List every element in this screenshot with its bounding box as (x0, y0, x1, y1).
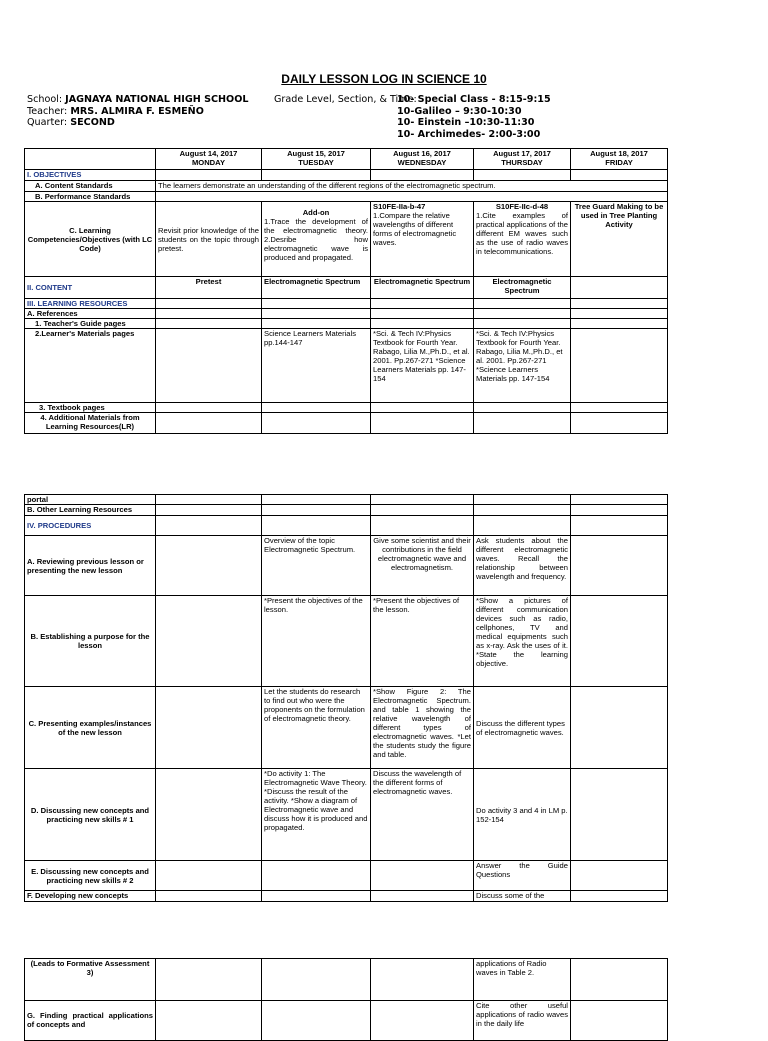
references-row (25, 309, 668, 319)
grade-section-time (274, 94, 551, 140)
time-entry: 10- Archimedes- 2:00-3:00 (397, 128, 541, 140)
row-label: 2.Learner's Materials pages (25, 329, 156, 403)
day-header: August 15, 2017 TUESDAY (262, 149, 371, 170)
content-wed: Electromagnetic Spectrum (371, 277, 474, 299)
procedure-e-row (25, 861, 668, 891)
section-heading: II. CONTENT (25, 277, 156, 299)
proc-b-wed: *Present the objectives of the lesson. (371, 596, 474, 687)
procedure-a-row (25, 536, 668, 596)
lesson-log-table-1 (24, 148, 668, 434)
content-mon: Pretest (156, 277, 262, 299)
teacher-label: Teacher: (27, 105, 68, 117)
grade-label: Grade Level, Section, & Time: (274, 94, 417, 105)
row-label: A. Reviewing previous lesson or presenting the new lesson (25, 536, 156, 596)
proc-d-thu: Do activity 3 and 4 in LM p. 152-154 (474, 769, 571, 861)
row-label: B. Performance Standards (25, 192, 156, 202)
time-entry: 10- Special Class - 8:15-9:15 (397, 94, 551, 105)
proc-e-thu: Answer the Guide Questions (474, 861, 571, 891)
section-heading: IV. PROCEDURES (25, 516, 156, 536)
objectives-row (25, 170, 668, 181)
procedure-d-row (25, 769, 668, 861)
day-header: August 16, 2017 WEDNESDAY (371, 149, 474, 170)
textbook-row (25, 403, 668, 413)
competency-mon: Revisit prior knowledge of the students on the topic through pretest. (156, 202, 262, 277)
proc-a-thu: Ask students about the different electromagnetic waves. Recall the relationship between wavelength and frequency. (474, 536, 571, 596)
row-label: D. Discussing new concepts and practicing new skills # 1 (25, 769, 156, 861)
row-label: 3. Textbook pages (25, 403, 156, 413)
row-label: 4. Additional Materials from Learning Resources(LR) (25, 413, 156, 434)
row-label: C. Learning Competencies/Objectives (with LC Code) (25, 202, 156, 277)
lesson-log-table-2 (24, 494, 668, 902)
blank-cell (25, 149, 156, 170)
additional-row (25, 413, 668, 434)
portal-row (25, 495, 668, 505)
resources-row (25, 299, 668, 309)
competency-tue: Add-on 1.Trace the development of the electromagnetic theory. 2.Desribe how electromagnetic wave is produced and propagated. (262, 202, 371, 277)
section-heading: I. OBJECTIVES (25, 170, 156, 181)
proc-c-tue: Let the students do research to find out who were the proponents on the formulation of electromagnetic theory. (262, 687, 371, 769)
proc-g-thu: Cite other useful applications of radio waves in the daily life (474, 1001, 571, 1041)
proc-f2-thu: applications of Radio waves in Table 2. (474, 959, 571, 1001)
procedure-b-row (25, 596, 668, 687)
competency-wed: S10FE-IIa-b-47 1.Compare the relative wavelengths of different forms of electromagnetic waves. (371, 202, 474, 277)
content-thu: Electromagnetic Spectrum (474, 277, 571, 299)
page-title: DAILY LESSON LOG IN SCIENCE 10 (281, 72, 487, 86)
row-label: portal (25, 495, 156, 505)
row-label: B. Establishing a purpose for the lesson (25, 596, 156, 687)
row-label: F. Developing new concepts (25, 891, 156, 902)
proc-d-tue: *Do activity 1: The Electromagnetic Wave Theory. *Discuss the result of the activity. *Show a diagram of Electromagnetic wave and discuss how it is produced and propagated. (262, 769, 371, 861)
lm-wed: *Sci. & Tech IV:Physics Textbook for Fourth Year. Rabago, Lilia M.,Ph.D., et al. 2001. Pp.267-271 *Science Learners Materials pp. 147-154 (371, 329, 474, 403)
section-heading: III. LEARNING RESOURCES (25, 299, 156, 309)
proc-d-wed: Discuss the wavelength of the different forms of electromagnetic waves. (371, 769, 474, 861)
row-label: B. Other Learning Resources (25, 505, 156, 516)
lm-tue: Science Learners Materials pp.144-147 (262, 329, 371, 403)
tg-row (25, 319, 668, 329)
content-standards-text: The learners demonstrate an understanding of the different regions of the electromagnetic spectrum. (156, 181, 668, 192)
header-info (27, 94, 249, 129)
proc-b-tue: *Present the objectives of the lesson. (262, 596, 371, 687)
procedure-f-row (25, 891, 668, 902)
procedure-c-row (25, 687, 668, 769)
row-label: A. Content Standards (25, 181, 156, 192)
proc-f-thu: Discuss some of the (474, 891, 571, 902)
competency-thu: S10FE-IIc-d-48 1.Cite examples of practical applications of the different EM waves such as the use of radio waves in telecommunications. (474, 202, 571, 277)
teacher-name: MRS. ALMIRA F. ESMEÑO (70, 105, 204, 117)
content-standards-row (25, 181, 668, 192)
day-header: August 17, 2017 THURSDAY (474, 149, 571, 170)
competencies-row (25, 202, 668, 277)
proc-c-wed: *Show Figure 2: The Electromagnetic Spectrum. and table 1 showing the relative wavelength of different types of electromagnetic waves. *Let the students study the figure and table. (371, 687, 474, 769)
proc-c-thu: Discuss the different types of electromagnetic waves. (474, 687, 571, 769)
school-name: JAGNAYA NATIONAL HIGH SCHOOL (65, 94, 249, 105)
other-resources-row (25, 505, 668, 516)
proc-b-thu: *Show a pictures of different communication devices such as radio, cellphones, TV and medical equipments such as x-ray. Ask the uses of it. *State the learning objective. (474, 596, 571, 687)
day-header: August 14, 2017 MONDAY (156, 149, 262, 170)
time-entry: 10-Galileo – 9:30-10:30 (397, 105, 522, 117)
content-tue: Electromagnetic Spectrum (262, 277, 371, 299)
lm-row (25, 329, 668, 403)
lm-thu: *Sci. & Tech IV:Physics Textbook for Fourth Year. Rabago, Lilia M.,Ph.D., et al. 2001. Pp.267-271 *Science Learners Materials pp. 147-154 (474, 329, 571, 403)
lesson-log-table-3 (24, 958, 668, 1041)
competency-fri: Tree Guard Making to be used in Tree Planting Activity (571, 202, 668, 277)
time-entry: 10- Einstein –10:30-11:30 (397, 117, 535, 128)
content-row (25, 277, 668, 299)
row-label: C. Presenting examples/instances of the new lesson (25, 687, 156, 769)
day-header: August 18, 2017 FRIDAY (571, 149, 668, 170)
procedure-f-cont-row (25, 959, 668, 1001)
quarter-value: SECOND (70, 117, 115, 128)
proc-a-wed: Give some scientist and their contributions in the field electromagnetic wave and electromagnetism. (371, 536, 474, 596)
row-label: (Leads to Formative Assessment 3) (25, 959, 156, 1001)
performance-standards-row (25, 192, 668, 202)
procedure-g-row (25, 1001, 668, 1041)
row-label: E. Discussing new concepts and practicing new skills # 2 (25, 861, 156, 891)
row-label: 1. Teacher's Guide pages (25, 319, 156, 329)
row-label: A. References (25, 309, 156, 319)
quarter-label: Quarter: (27, 117, 68, 128)
proc-a-tue: Overview of the topic Electromagnetic Spectrum. (262, 536, 371, 596)
school-label: School: (27, 94, 63, 105)
row-label: G. Finding practical applications of concepts and (25, 1001, 156, 1041)
time-list (397, 94, 551, 140)
procedures-row (25, 516, 668, 536)
days-header-row (25, 149, 668, 170)
